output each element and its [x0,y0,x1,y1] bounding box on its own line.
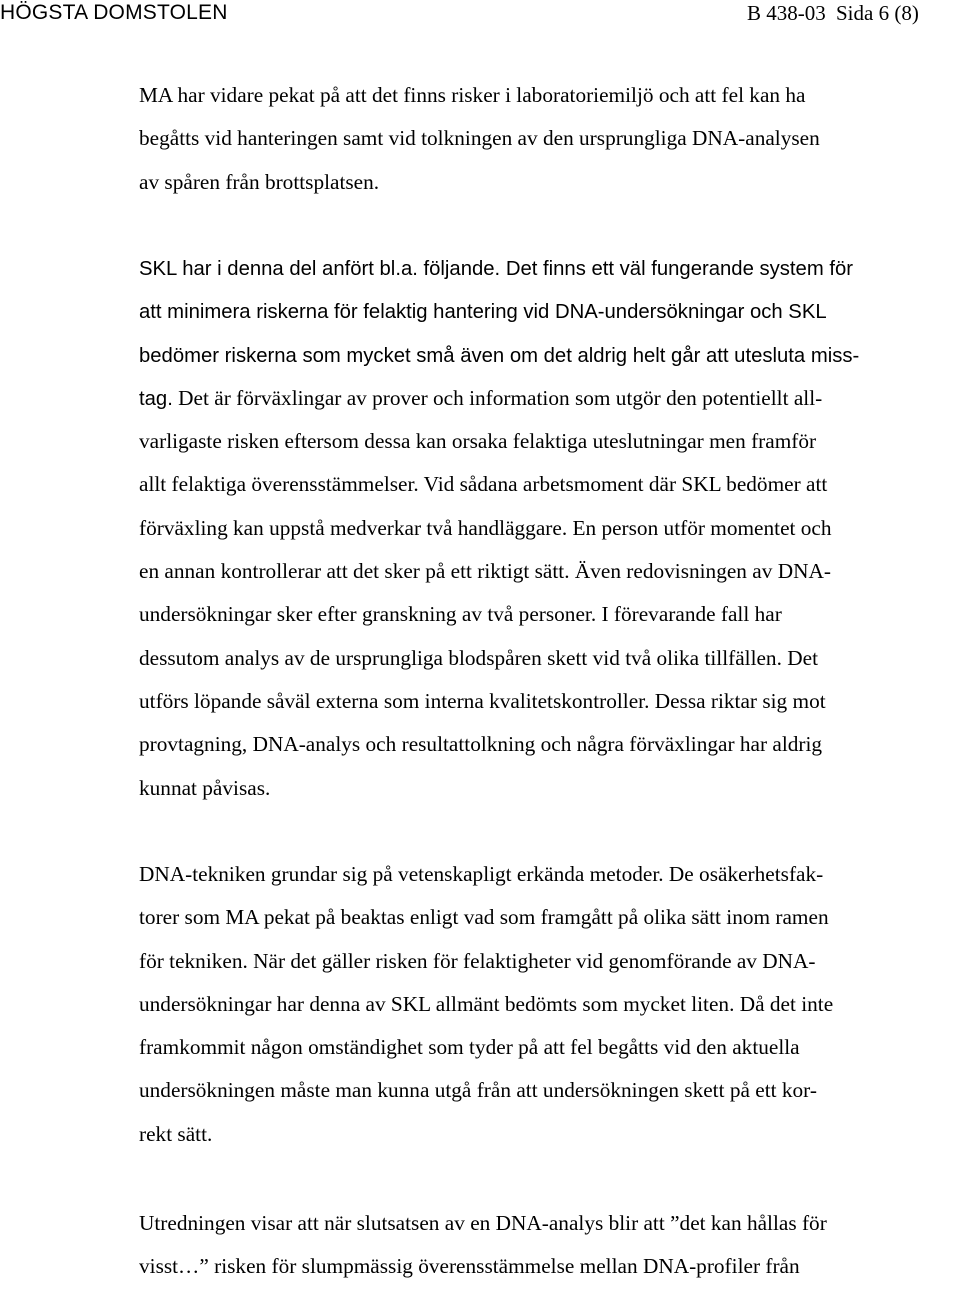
text-line [139,247,959,290]
text-line [139,723,959,766]
text-span: att minimera riskerna för felaktig hantering vid DNA-undersökningar och SKL [139,301,827,324]
text-span: en annan kontrollerar att det sker på ett riktigt sätt. Även redovisningen av DNA- [139,559,831,584]
text-span: Det är förväxlingar av prover och information som utgör den potentiellt all- [172,385,823,410]
text-span: undersökningar sker efter granskning av två personer. I förevarande fall har [139,602,782,627]
text-line [139,377,959,420]
text-line [139,420,959,463]
court-name: HÖGSTA DOMSTOLEN [0,1,228,24]
text-span: dessutom analys av de ursprungliga blodspåren skett vid två olika tillfällen. Det [139,645,818,670]
text-line: framkommit någon omständighet som tyder på att fel begåtts vid den aktuella [139,1035,800,1060]
text-line: DNA-tekniken grundar sig på vetenskapligt erkända metoder. De osäkerhetsfak- [139,862,824,886]
text-span: SKL har i denna del anfört bl.a. följande. Det finns ett väl fungerande system för [139,258,854,280]
text-line: för tekniken. När det gäller risken för felaktigheter vid genomförande av DNA- [139,948,816,973]
case-number: B 438-03 [747,1,826,25]
text-span: allt felaktiga överensstämmelser. Vid sådana arbetsmoment där SKL bedömer att [139,472,828,497]
text-line: rekt sätt. [139,1121,213,1146]
text-span: kunnat påvisas. [139,775,271,800]
text-span: tag. [139,387,173,410]
text-line: begåtts vid hanteringen samt vid tolkningen av den ursprungliga DNA-analysen [139,126,820,151]
text-line [139,334,959,377]
text-line [139,463,959,506]
text-line [139,507,959,550]
paragraph-skl-statement [139,247,959,810]
text-line [139,593,959,636]
text-line [139,290,959,333]
text-span: varligaste risken eftersom dessa kan orsaka felaktiga uteslutningar men framför [139,429,817,454]
text-line: Utredningen visar att när slutsatsen av en DNA-analys blir att ”det kan hållas för [139,1211,827,1235]
text-line [139,637,959,680]
text-line: undersökningen måste man kunna utgå från att undersökningen skett på ett kor- [139,1078,817,1103]
paragraph-ma-risks [139,74,959,204]
text-span: utförs löpande såväl externa som interna kvalitetskontroller. Dessa riktar sig mot [139,688,826,713]
paragraph-investigation [139,1202,959,1289]
text-line: torer som MA pekat på beaktas enligt vad som framgått på olika sätt inom ramen [139,905,829,930]
text-line: MA har vidare pekat på att det finns risker i laboratoriemiljö och att fel kan ha [139,83,806,107]
text-span: provtagning, DNA-analys och resultattolkning och några förväxlingar har aldrig [139,732,823,757]
text-line: undersökningar har denna av SKL allmänt bedömts som mycket liten. Då det inte [139,991,834,1016]
text-span: förväxling kan uppstå medverkar två handläggare. En person utför momentet och [139,515,832,540]
text-line: visst…” risken för slumpmässig överensstämmelse mellan DNA-profiler från [139,1254,800,1279]
text-span: bedömer riskerna som mycket små även om det aldrig helt går att utesluta miss- [139,344,860,367]
page-header [0,0,960,30]
text-line [139,550,959,593]
text-line [139,767,959,810]
paragraph-dna-technique [139,853,959,1156]
page-number: Sida 6 (8) [836,1,919,25]
text-line [139,680,959,723]
text-line: av spåren från brottsplatsen. [139,169,380,194]
